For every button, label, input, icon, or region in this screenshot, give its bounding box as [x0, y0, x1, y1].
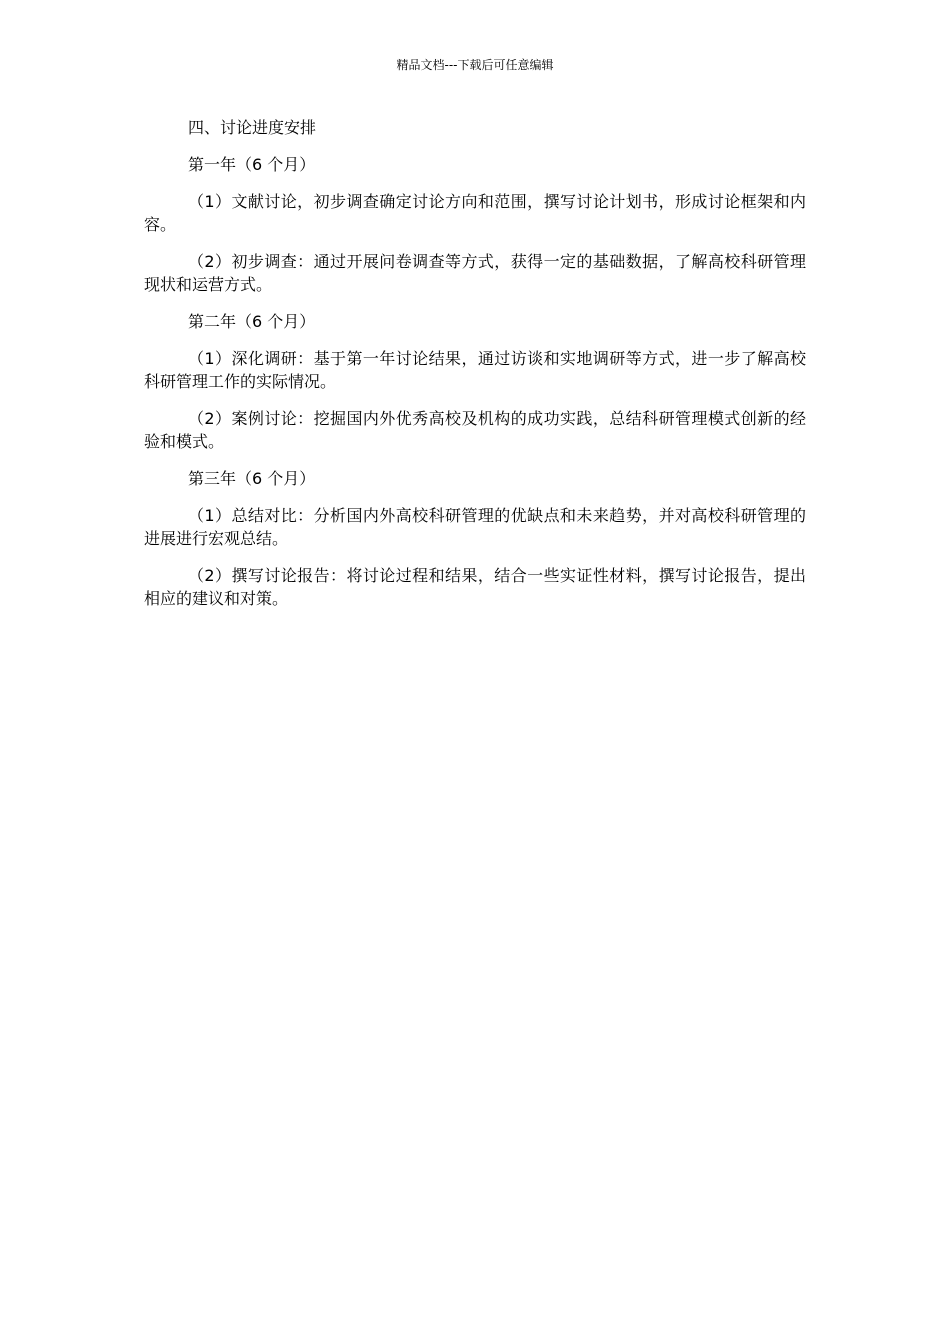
section-title: 四、讨论进度安排	[188, 118, 317, 137]
year-2-title: 第二年（6 个月）	[188, 312, 316, 331]
year-3-item-1: （1）总结对比：分析国内外高校科研管理的优缺点和未来趋势，并对高校科研管理的进展进行宏观总结。	[144, 506, 806, 548]
year-3-title: 第三年（6 个月）	[188, 469, 316, 488]
page-header: 精品文档---下载后可任意编辑	[396, 58, 554, 72]
document-body	[144, 116, 806, 624]
year-1-item-2: （2）初步调查：通过开展问卷调查等方式，获得一定的基础数据，了解高校科研管理现状和运营方式。	[144, 252, 806, 294]
year-3-item-2: （2）撰写讨论报告：将讨论过程和结果，结合一些实证性材料，撰写讨论报告，提出相应的建议和对策。	[144, 566, 806, 608]
year-1-item-1: （1）文献讨论，初步调查确定讨论方向和范围，撰写讨论计划书，形成讨论框架和内容。	[144, 192, 806, 234]
year-2-item-1: （1）深化调研：基于第一年讨论结果，通过访谈和实地调研等方式，进一步了解高校科研管理工作的实际情况。	[144, 349, 806, 391]
year-1-title: 第一年（6 个月）	[188, 155, 316, 174]
year-2-item-2: （2）案例讨论：挖掘国内外优秀高校及机构的成功实践，总结科研管理模式创新的经验和模式。	[144, 409, 806, 451]
